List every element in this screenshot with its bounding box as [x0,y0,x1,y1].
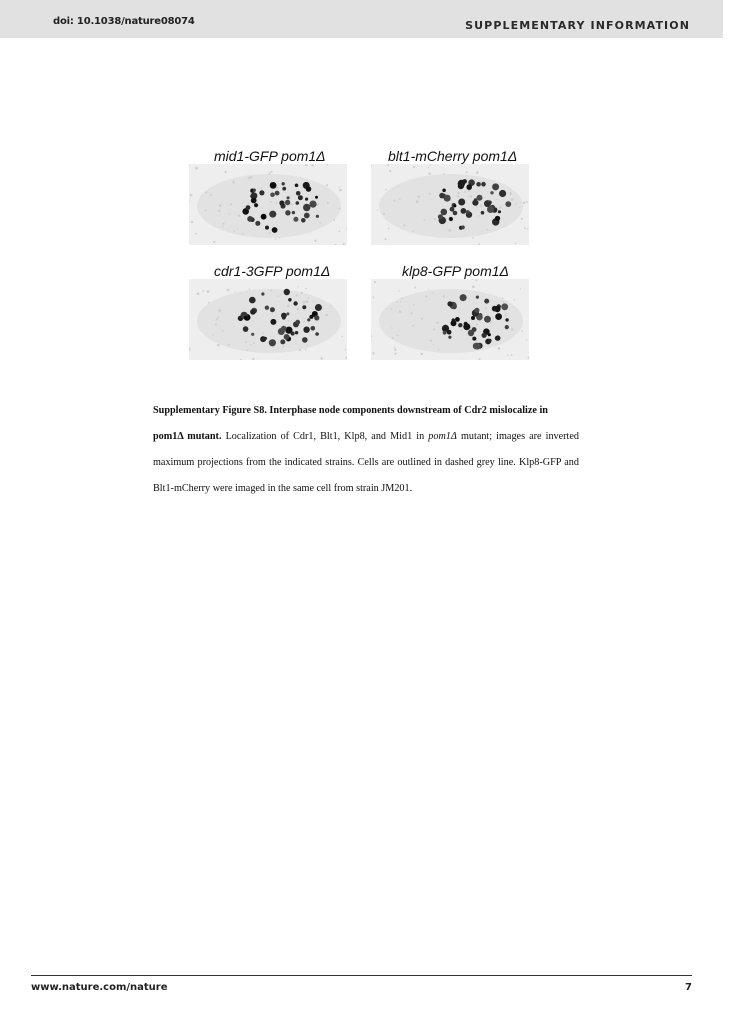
caption-label-cont: pom1Δ mutant. [153,431,222,442]
micrograph-klp8 [371,279,529,360]
micrograph-mid1 [189,164,347,245]
caption-italic: pom1Δ [428,431,457,442]
footer-divider [31,975,692,976]
caption-text-1: Localization of Cdr1, Blt1, Klp8, and Mid1 in [221,431,429,442]
figure-caption [153,398,579,502]
section-label: SUPPLEMENTARY INFORMATION [465,19,690,32]
doi-label: doi: 10.1038/nature08074 [53,16,195,27]
panel-title-cdr1: cdr1-3GFP pom1Δ [214,263,331,279]
page-header [0,0,723,38]
panel-title-blt1: blt1-mCherry pom1Δ [388,148,518,164]
caption-label: Supplementary Figure S8. Interphase node components downstream of Cdr2 mislocalize in [153,405,548,416]
micrograph-cdr1 [189,279,347,360]
micrograph-blt1 [371,164,529,245]
page-number: 7 [685,982,692,993]
panel-title-klp8: klp8-GFP pom1Δ [402,263,509,279]
footer-url: www.nature.com/nature [31,982,168,993]
caption-text-2: mutant; images are inverted maximum projections from the indicated strains. Cells are outlined in dashed grey line. Klp8-GFP and Blt1-mCherry were imaged in the same cell from strain JM201. [153,431,579,494]
panel-title-mid1: mid1-GFP pom1Δ [214,148,326,164]
